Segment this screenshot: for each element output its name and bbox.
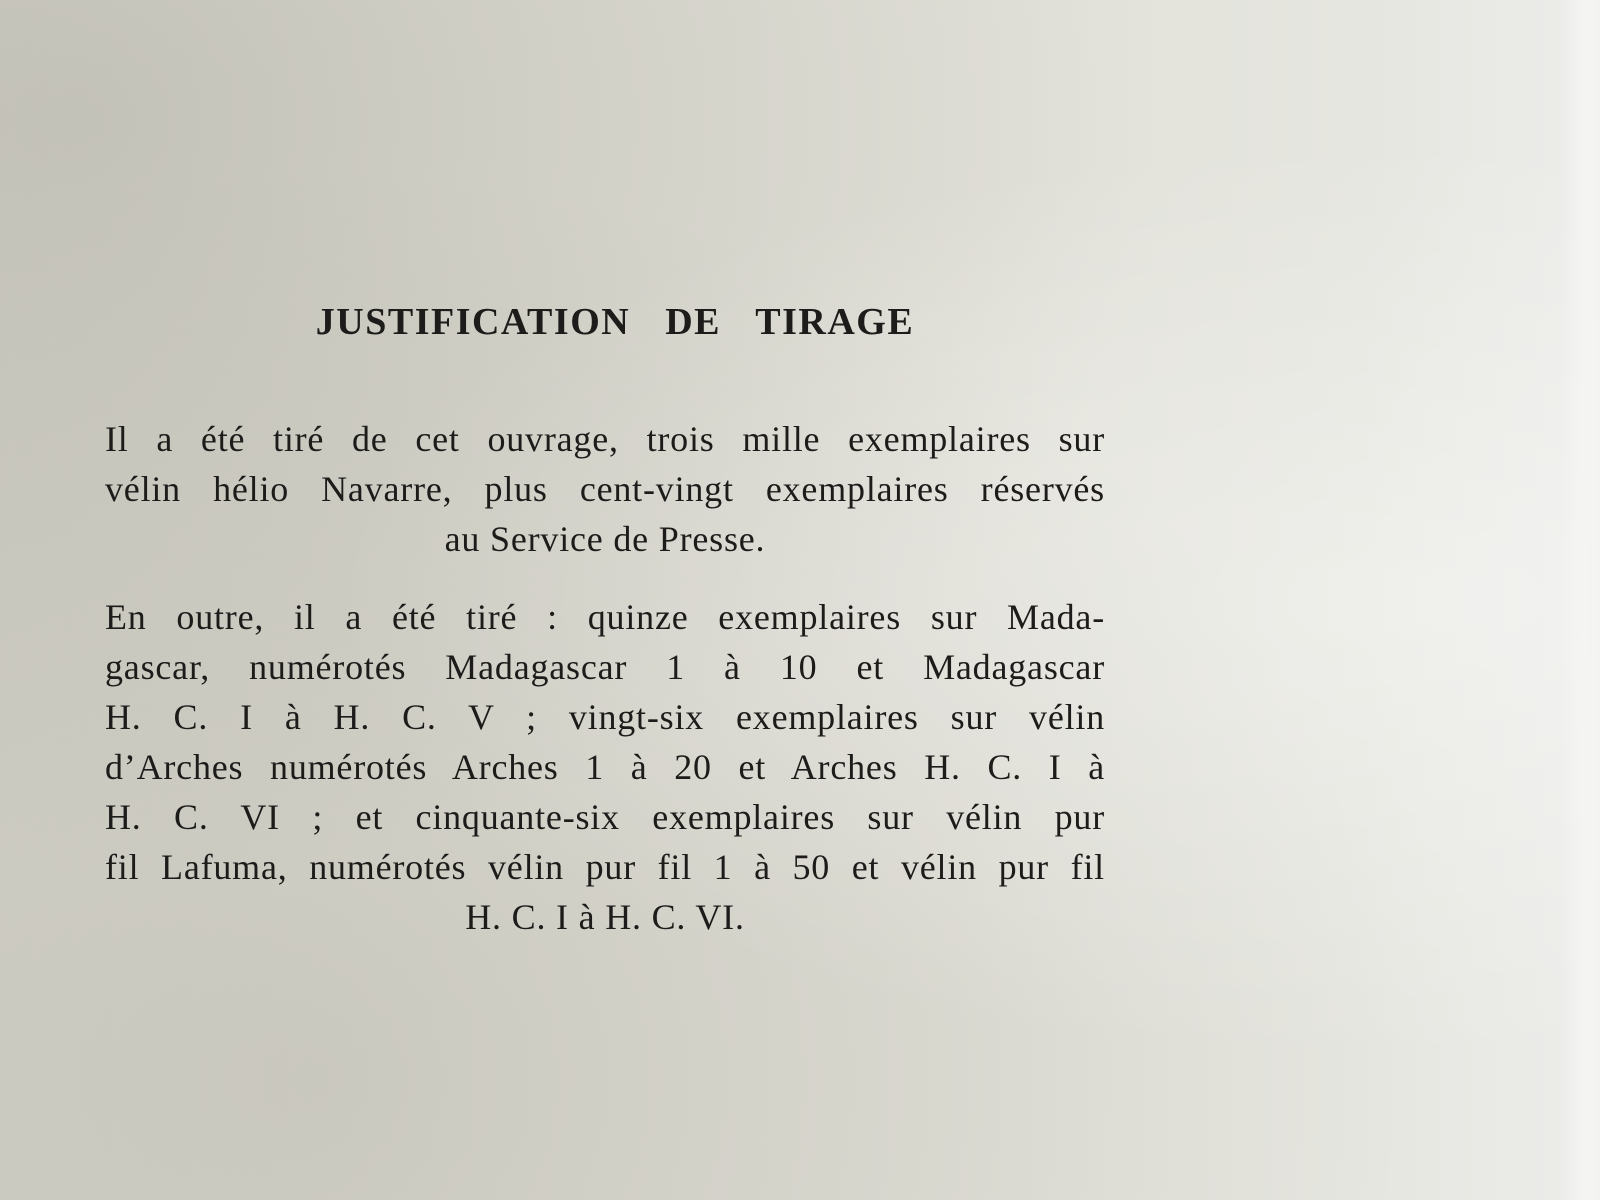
page-title: JUSTIFICATION DE TIRAGE — [315, 301, 915, 343]
colophon — [105, 300, 1125, 970]
paragraph-line: au Service de Presse. — [444, 519, 766, 559]
paragraph-line: H. C. VI ; et cinquante-six exemplaires sur vélin pur — [105, 797, 1105, 837]
paragraph-1 — [105, 414, 1125, 564]
paragraph-2 — [105, 592, 1125, 942]
paragraph-line: En outre, il a été tiré : quinze exemplaires sur Mada- — [105, 597, 1105, 637]
paragraph-line: Il a été tiré de cet ouvrage, trois mille exemplaires sur — [105, 419, 1105, 459]
paragraph-line: vélin hélio Navarre, plus cent-vingt exemplaires réservés — [105, 469, 1105, 509]
page-edge — [1560, 0, 1600, 1200]
paragraph-line: H. C. I à H. C. V ; vingt-six exemplaires sur vélin — [105, 697, 1105, 737]
paragraph-line: gascar, numérotés Madagascar 1 à 10 et Madagascar — [105, 647, 1105, 687]
paragraph-line: fil Lafuma, numérotés vélin pur fil 1 à 50 et vélin pur fil — [105, 847, 1105, 887]
paragraph-line: H. C. I à H. C. VI. — [465, 897, 745, 937]
paragraph-line: d’Arches numérotés Arches 1 à 20 et Arches H. C. I à — [105, 747, 1105, 787]
